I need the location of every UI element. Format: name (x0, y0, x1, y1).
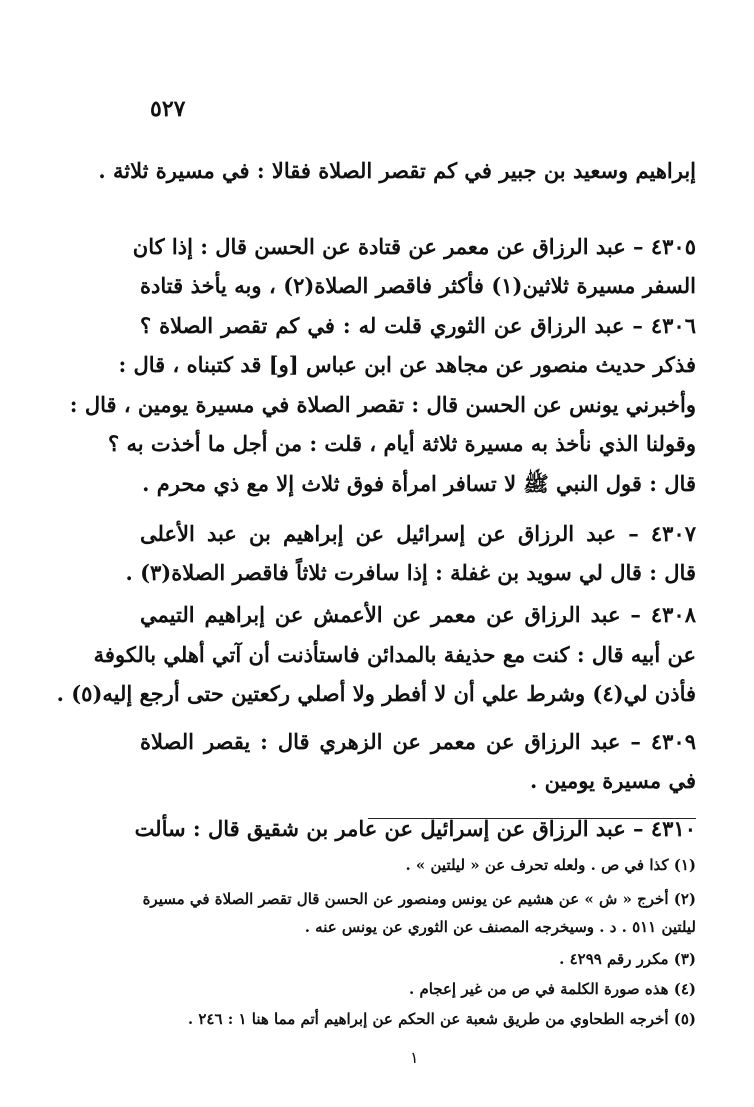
text-line-9: ٤٣٠٧ – عبد الرزاق عن إسرائيل عن إبراهيم بن عبد الأعلى (140, 521, 696, 546)
footnote-4: (٤) هذه صورة الكلمة في ص من غير إعجام . (409, 980, 696, 998)
text-line-12: عن أبيه قال : كنت مع حذيفة بالمدائن فاستأذنت أن آتي أهلي بالكوفة (93, 642, 696, 667)
text-line-3: السفر مسيرة ثلاثين(١) فأكثر فاقصر الصلاة(٢) ، وبه يأخذ قتادة (140, 273, 697, 298)
text-line-11: ٤٣٠٨ – عبد الرزاق عن معمر عن الأعمش عن إبراهيم التيمي (140, 602, 696, 627)
text-line-14: ٤٣٠٩ – عبد الرزاق عن معمر عن الزهري قال : يقصر الصلاة (140, 729, 696, 754)
text-line-10: قال : قال لي سويد بن غفلة : إذا سافرت ثلاثاً فاقصر الصلاة(٣) . (125, 560, 696, 585)
footnote-3: (٣) مكرر رقم ٤٢٩٩ . (559, 950, 696, 968)
footnote-2-continued: ليلتين ٥١١ . د . وسيخرجه المصنف عن الثوري عن يونس عنه . (304, 918, 696, 936)
bottom-mark: ١ (410, 1048, 419, 1067)
page-number: ٥٢٧ (150, 96, 186, 122)
text-line-4: ٤٣٠٦ – عبد الرزاق عن الثوري قلت له : في كم تقصر الصلاة ؟ (140, 313, 696, 338)
footnote-1: (١) كذا في ص . ولعله تحرف عن « ليلتين » . (405, 856, 696, 874)
text-line-2: ٤٣٠٥ – عبد الرزاق عن معمر عن قتادة عن الحسن قال : إذا كان (132, 234, 696, 259)
text-line-13: فأذن لي(٤) وشرط علي أن لا أفطر ولا أصلي ركعتين حتى أرجع إليه(٥) . (56, 681, 696, 706)
text-line-5: فذكر حديث منصور عن مجاهد عن ابن عباس [و] قد كتبناه ، قال : (118, 352, 696, 377)
footnote-2: (٢) أخرج « ش » عن هشيم عن يونس ومنصور عن الحسن قال تقصر الصلاة في مسيرة (142, 890, 696, 908)
footnote-5: (٥) أخرجه الطحاوي من طريق شعبة عن الحكم عن إبراهيم أتم مما هنا ١ : ٢٤٦ . (187, 1010, 696, 1028)
text-line-7: وقولنا الذي نأخذ به مسيرة ثلاثة أيام ، قلت : من أجل ما أخذت به ؟ (108, 431, 696, 456)
text-line-8: قال : قول النبي ﷺ لا تسافر امرأة فوق ثلاث إلا مع ذي محرم . (142, 471, 696, 496)
text-line-16: ٤٣١٠ – عبد الرزاق عن إسرائيل عن عامر بن شقيق قال : سألت (134, 816, 696, 841)
text-line-15: في مسيرة يومين . (530, 768, 696, 793)
text-line-6: وأخبرني يونس عن الحسن قال : تقصر الصلاة في مسيرة يومين ، قال : (69, 392, 696, 417)
footnote-divider (368, 818, 696, 819)
text-line-1: إبراهيم وسعيد بن جبير في كم تقصر الصلاة فقالا : في مسيرة ثلاثة . (98, 158, 696, 183)
